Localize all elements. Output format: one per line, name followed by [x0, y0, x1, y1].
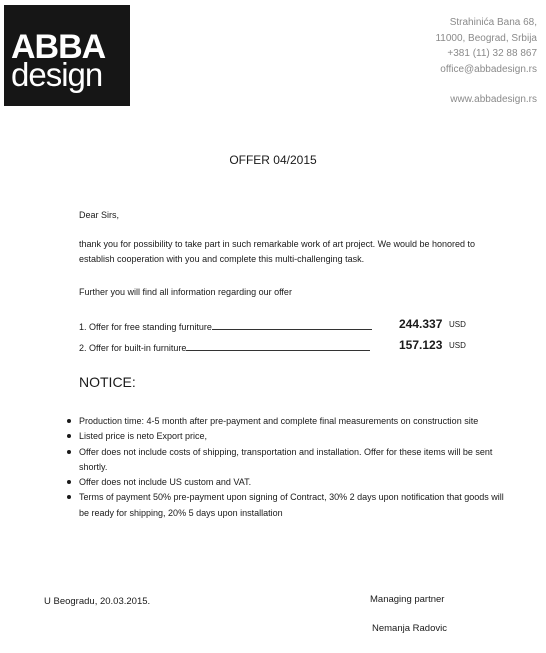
salutation: Dear Sirs,	[79, 210, 120, 220]
offer-amount: 244.337	[399, 317, 443, 331]
notice-text: Listed price is neto Export price,	[79, 431, 208, 442]
notice-heading: NOTICE:	[79, 374, 136, 390]
logo-line-1: ABBA	[11, 28, 106, 66]
address-line-1: Strahinića Bana 68,	[449, 17, 537, 28]
notice-text: Offer does not include US custom and VAT.	[79, 477, 252, 488]
notice-text: Production time: 4-5 month after pre-payment and complete final measurements on construction site	[79, 416, 479, 426]
phone-number: +381 (11) 32 88 867	[447, 48, 537, 59]
place-and-date: U Beogradu, 20.03.2015.	[44, 596, 151, 607]
bullet-icon	[67, 419, 71, 423]
list-item	[79, 475, 509, 490]
offer-row-2	[79, 338, 466, 355]
offer-amount: 157.123	[399, 338, 443, 352]
offer-underline	[212, 320, 372, 330]
signatory-title: Managing partner	[370, 594, 445, 605]
list-item	[79, 490, 509, 521]
notice-text: Offer does not include costs of shipping, transportation and installation. Offer for these items will be sent shortly.	[79, 446, 493, 472]
offer-currency: USD	[449, 341, 466, 350]
notice-text: Terms of payment 50% pre-payment upon signing of Contract, 30% 2 days upon notification that goods will be ready for shipping, 20% 5 days upon installation	[79, 492, 504, 518]
email-address: office@abbadesign.rs	[440, 63, 537, 75]
company-logo	[4, 5, 130, 106]
bullet-icon	[67, 480, 71, 484]
offer-row-1	[79, 317, 466, 334]
logo-line-2: design	[11, 56, 103, 93]
address-line-2: 11000, Beograd, Srbija	[435, 32, 537, 44]
website-address: www.abbadesign.rs	[450, 94, 537, 105]
offer-currency: USD	[449, 320, 466, 329]
signatory-name: Nemanja Radovic	[372, 623, 447, 634]
bullet-icon	[67, 495, 71, 499]
contact-block	[435, 15, 537, 77]
document-title: OFFER 04/2015	[229, 153, 317, 167]
further-info-text: Further you will find all information regarding our offer	[79, 287, 292, 297]
bullet-icon	[67, 450, 71, 454]
offer-label: 2. Offer for built-in furniture	[79, 343, 187, 353]
list-item	[79, 429, 509, 444]
intro-paragraph: thank you for possibility to take part in such remarkable work of art project. We would be honored to establish cooperation with you and complete this multi-challenging task.	[79, 239, 476, 264]
notice-list	[79, 414, 509, 521]
bullet-icon	[67, 434, 71, 438]
list-item	[79, 445, 509, 476]
offer-underline	[186, 341, 370, 351]
list-item	[79, 414, 509, 429]
offer-label: 1. Offer for free standing furniture	[79, 322, 212, 332]
